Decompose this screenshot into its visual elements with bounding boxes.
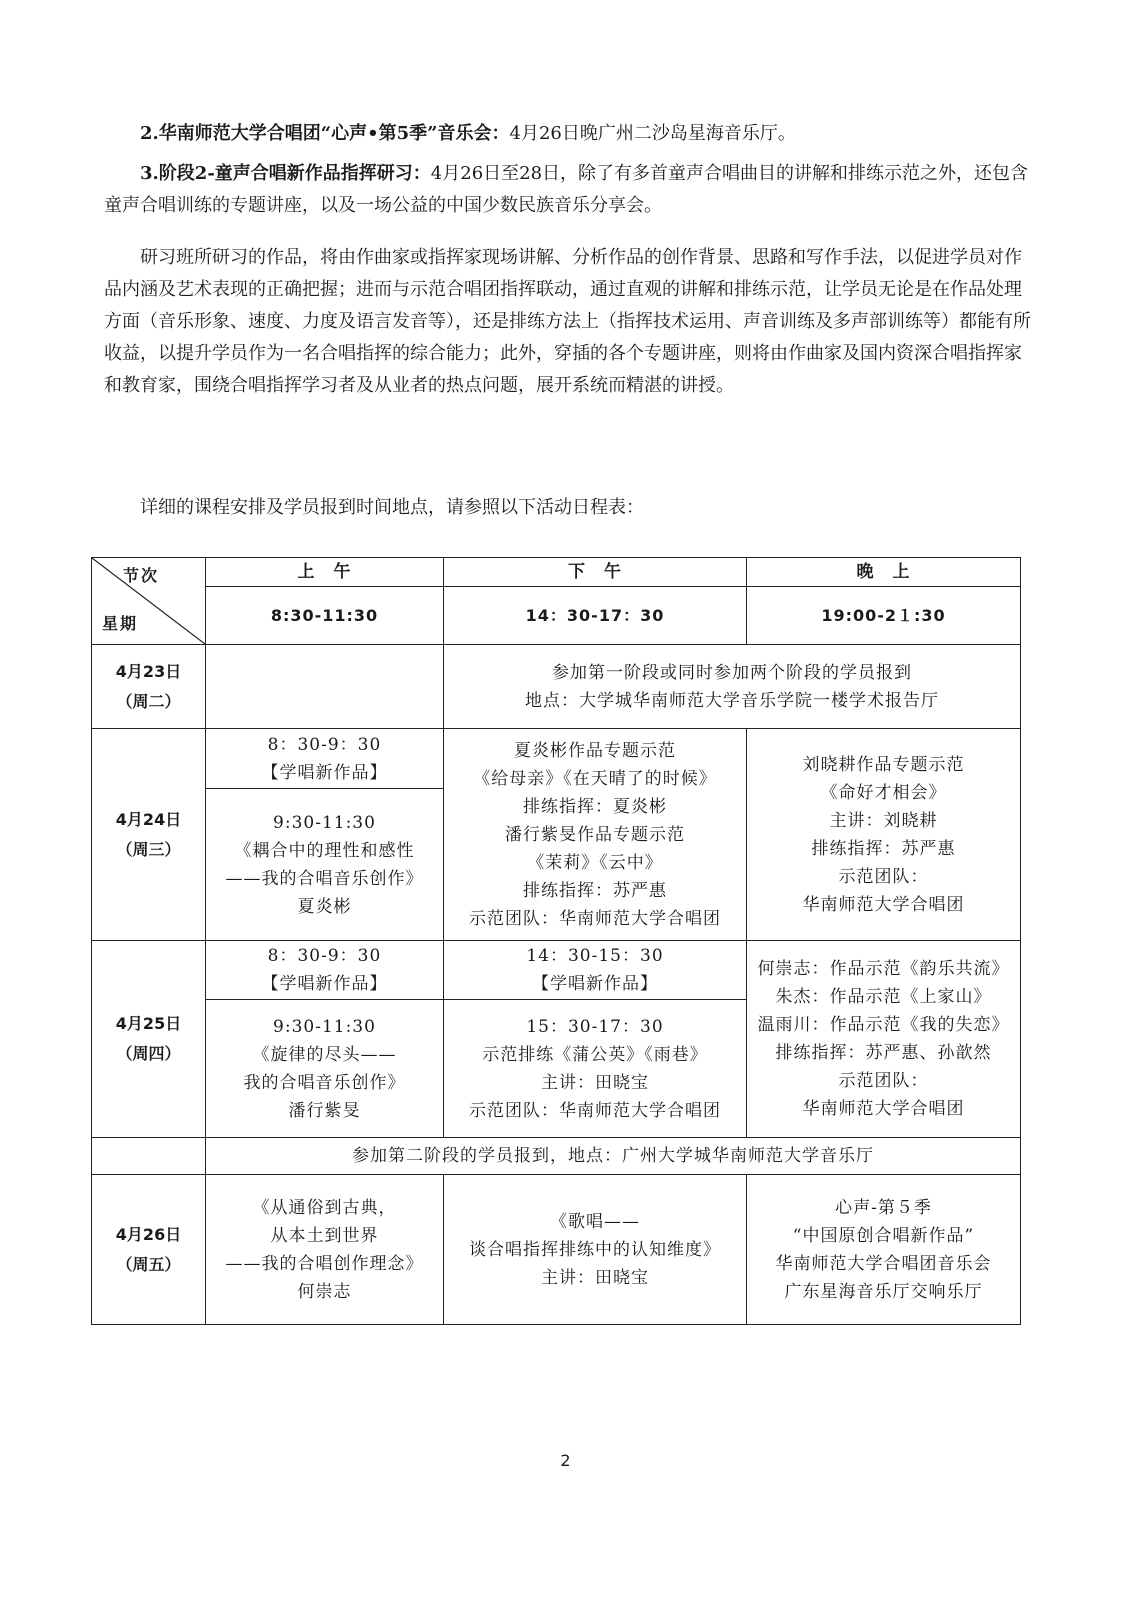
session-line: 示范排练《蒲公英》《雨巷》 xyxy=(482,1044,708,1065)
session-line: 示范团队： xyxy=(838,866,929,887)
session-time: 9:30-11:30 xyxy=(273,812,376,833)
session-line: 示范团队：华南师范大学合唱团 xyxy=(469,1100,721,1121)
paragraph-concert xyxy=(104,118,1034,150)
date-cell xyxy=(92,729,206,941)
table-corner-cell xyxy=(92,558,206,645)
session-line: 刘晓耕作品专题示范 xyxy=(802,754,965,775)
corner-label-weekday: 星期 xyxy=(102,614,139,633)
session-line: 《耦合中的理性和感性 xyxy=(234,840,415,861)
session-line: 从本土到世界 xyxy=(270,1225,379,1246)
weekday-label: （周四） xyxy=(116,1044,181,1063)
session-line: “中国原创合唱新作品” xyxy=(792,1225,975,1246)
weekday-label: （周三） xyxy=(116,839,181,859)
header-morning: 上 午 xyxy=(206,558,444,587)
session-time: 9:30-11:30 xyxy=(273,1016,376,1037)
header-morning-time: 8:30-11:30 xyxy=(206,587,444,645)
session-cell xyxy=(206,1175,444,1325)
header-evening-time: 19:00-2１:30 xyxy=(747,587,1021,645)
session-line: 《茉莉》《云中》 xyxy=(527,852,663,873)
date-cell xyxy=(92,1175,206,1325)
session-line: 华南师范大学合唱团 xyxy=(802,1099,965,1119)
session-line: 心声-第５季 xyxy=(835,1197,932,1218)
registration-cell: 参加第二阶段的学员报到，地点：广州大学城华南师范大学音乐厅 xyxy=(206,1138,1021,1175)
session-line: 《从通俗到古典， xyxy=(252,1197,397,1218)
registration-line: 参加第一阶段或同时参加两个阶段的学员报到 xyxy=(552,662,912,683)
paragraph-lead: 3.阶段2-童声合唱新作品指挥研习： xyxy=(140,163,431,184)
paragraph-stage2 xyxy=(104,158,1034,222)
session-line: 《旋律的尽头—— xyxy=(252,1044,397,1065)
paragraph-schedule-intro: 详细的课程安排及学员报到时间地点，请参照以下活动日程表： xyxy=(140,497,644,518)
session-line: 广东星海音乐厅交响乐厅 xyxy=(784,1281,983,1302)
page-number: 2 xyxy=(560,1451,571,1470)
date-label: 4月24日 xyxy=(115,809,182,829)
session-line: 排练指挥：苏严惠 xyxy=(811,838,956,859)
session-title: 【学唱新作品】 xyxy=(261,762,388,783)
session-cell xyxy=(206,729,444,789)
session-line: ——我的合唱音乐创作》 xyxy=(225,868,424,889)
session-line: 《给母亲》《在天晴了的时候》 xyxy=(473,768,717,789)
session-time: 14：30-15：30 xyxy=(526,946,664,966)
date-cell xyxy=(92,941,206,1138)
session-line: 《歌唱—— xyxy=(550,1211,640,1232)
paragraph-description: 研习班所研习的作品，将由作曲家或指挥家现场讲解、分析作品的创作背景、思路和写作手法，以促进学员对作品内涵及艺术表现的正确把握；进而与示范合唱团指挥联动，通过直观的讲解和排练示范，让学员无论是在作品处理方面（音乐形象、速度、力度及语言发音等），还是排练方法上（指挥技术运用、声音训练及多声部训练等）都能有所收益，以提升学员作为一名合唱指挥的综合能力；此外，穿插的各个专题讲座，则将由作曲家及国内资深合唱指挥家和教育家，围绕合唱指挥学习者及从业者的热点问题，展开系统而精湛的讲授。 xyxy=(104,247,1031,396)
session-line: 我的合唱音乐创作》 xyxy=(243,1072,406,1093)
header-evening: 晚 上 xyxy=(747,558,1021,587)
session-cell xyxy=(747,729,1021,941)
registration-cell xyxy=(444,645,1021,729)
session-cell xyxy=(206,1000,444,1138)
session-time: 8：30-9：30 xyxy=(267,946,382,966)
date-label: 4月26日 xyxy=(115,1224,182,1244)
registration-location: 地点：大学城华南师范大学音乐学院一楼学术报告厅 xyxy=(525,690,939,711)
session-title: 【学唱新作品】 xyxy=(261,974,388,994)
session-line: 何崇志 xyxy=(297,1281,352,1302)
session-time: 15：30-17：30 xyxy=(526,1016,664,1037)
session-cell xyxy=(444,941,747,1000)
session-line: 华南师范大学合唱团 xyxy=(802,894,965,915)
session-line: 主讲：田晓宝 xyxy=(541,1267,649,1288)
session-cell xyxy=(747,941,1021,1138)
session-line: 排练指挥：夏炎彬 xyxy=(523,796,667,817)
empty-cell xyxy=(206,645,444,729)
date-label: 4月23日 xyxy=(115,661,182,681)
session-line: 夏炎彬作品专题示范 xyxy=(514,740,676,761)
paragraph-lead: 2.华南师范大学合唱团“心声•第5季”音乐会： xyxy=(140,123,510,144)
session-line: 《命好才相会》 xyxy=(820,782,947,803)
weekday-label: （周五） xyxy=(116,1254,181,1274)
session-line: 潘行紫旻作品专题示范 xyxy=(505,824,685,845)
header-afternoon: 下 午 xyxy=(444,558,747,587)
session-line: 排练指挥：苏严惠 xyxy=(523,880,667,901)
date-label: 4月25日 xyxy=(115,1014,182,1033)
corner-label-period: 节次 xyxy=(122,566,159,585)
session-cell xyxy=(206,941,444,1000)
session-line: 示范团队：华南师范大学合唱团 xyxy=(469,908,721,929)
session-line: 排练指挥：苏严惠、孙歆然 xyxy=(775,1043,992,1063)
session-line: 主讲：刘晓耕 xyxy=(829,810,938,831)
schedule-table xyxy=(91,557,1021,1325)
session-line: 华南师范大学合唱团音乐会 xyxy=(775,1253,992,1274)
session-line: 夏炎彬 xyxy=(297,896,352,917)
session-cell xyxy=(444,729,747,941)
session-title: 【学唱新作品】 xyxy=(532,974,658,994)
date-cell xyxy=(92,645,206,729)
session-cell xyxy=(747,1175,1021,1325)
header-afternoon-time: 14：30-17：30 xyxy=(444,587,747,645)
empty-cell xyxy=(92,1138,206,1175)
session-line: 温雨川：作品示范《我的失恋》 xyxy=(757,1015,1010,1035)
session-line: 主讲：田晓宝 xyxy=(541,1072,649,1093)
session-time: 8：30-9：30 xyxy=(267,734,382,755)
session-cell xyxy=(444,1175,747,1325)
session-line: ——我的合唱创作理念》 xyxy=(225,1253,424,1274)
paragraph-text: 4月26日至28日，除了有多首童声合唱曲目的讲解和排练示范之外，还包含童声合唱训练的专题讲座，以及一场公益的中国少数民族音乐分享会。 xyxy=(104,163,1029,216)
session-line: 谈合唱指挥排练中的认知维度》 xyxy=(469,1239,721,1260)
paragraph-text: 4月26日晚广州二沙岛星海音乐厅。 xyxy=(509,123,796,144)
session-cell xyxy=(444,1000,747,1138)
session-cell xyxy=(206,789,444,941)
weekday-label: （周二） xyxy=(116,691,181,711)
session-line: 潘行紫旻 xyxy=(288,1100,361,1121)
session-line: 朱杰：作品示范《上家山》 xyxy=(775,987,992,1007)
session-line: 示范团队： xyxy=(838,1071,929,1091)
session-line: 何崇志：作品示范《韵乐共流》 xyxy=(757,959,1010,979)
